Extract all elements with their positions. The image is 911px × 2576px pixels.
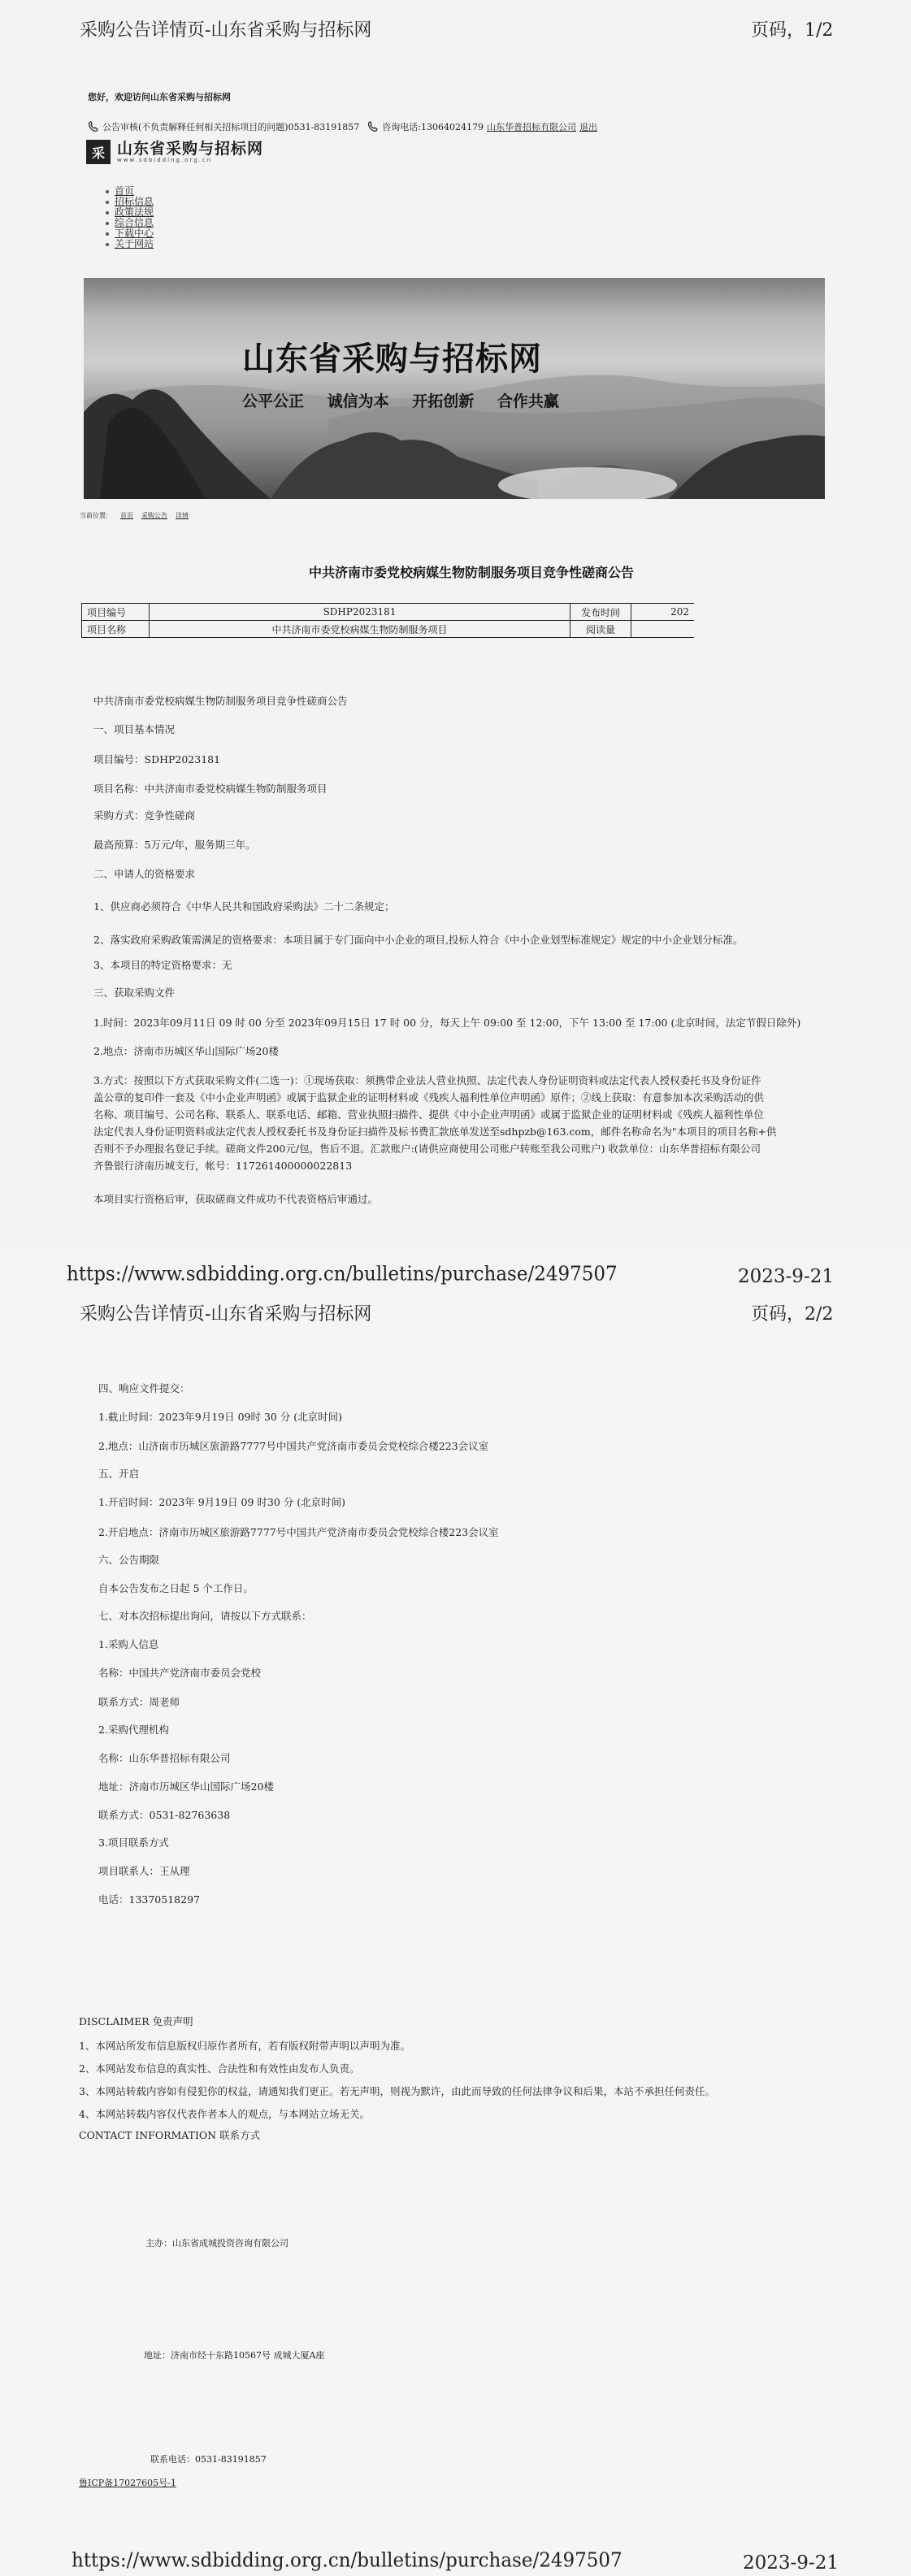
body-line: 名称：中国共产党济南市委员会党校: [98, 1667, 262, 1679]
section-heading: 一、项目基本情况: [93, 723, 176, 735]
print-header-title: 采购公告详情页-山东省采购与招标网: [80, 1304, 372, 1325]
bullet-icon: [106, 190, 109, 193]
slogan: 诚信为本: [327, 392, 389, 410]
print-footer-url: https://www.sdbidding.org.cn/bulletins/purchase/2497507: [67, 1263, 618, 1286]
bullet-icon: [106, 232, 109, 236]
print-header-page-number: 页码，1/2: [751, 20, 834, 41]
nav-item-about[interactable]: [106, 239, 154, 249]
body-line: 本项目实行资格后审，获取磋商文件成功不代表资格后审通过。: [93, 1193, 379, 1205]
project-info-table: [81, 603, 694, 638]
disclaimer-item: 3、本网站转载内容如有侵犯你的权益，请通知我们更正。若无声明，则视为默许，由此而导致的任何法律争议和后果，本站不承担任何责任。: [79, 2085, 715, 2097]
body-line: 2.地点：济南市历城区华山国际广场20楼: [93, 1045, 279, 1057]
bullet-icon: [106, 222, 109, 225]
project-no-value: SDHP2023181: [150, 604, 570, 621]
body-line: 法定代表人身份证明资料或法定代表人授权委托书及身份证扫描件及标书费汇款底单发送至sdhpzb@163.com，邮件名称命名为"本项目的项目名称+供: [93, 1125, 777, 1138]
hero-banner: [84, 278, 825, 499]
print-header-page-number: 页码，2/2: [751, 1304, 834, 1325]
footer-host: 主办：山东省成城投资咨询有限公司: [145, 2238, 288, 2249]
body-line: 2.开启地点：济南市历城区旅游路7777号中国共产党济南市委员会党校综合楼223会议室: [98, 1526, 499, 1538]
body-line: 联系方式：周老师: [98, 1696, 180, 1708]
announcement-title: 中共济南市委党校病媒生物防制服务项目竞争性磋商公告: [309, 565, 635, 580]
section-heading: 三、获取采购文件: [93, 987, 176, 999]
print-footer-url: https://www.sdbidding.org.cn/bulletins/purchase/2497507: [72, 2549, 623, 2572]
body-intro: 中共济南市委党校病媒生物防制服务项目竞争性磋商公告: [93, 695, 348, 707]
breadcrumb: [80, 511, 189, 520]
breadcrumb-purchase[interactable]: 采购公告: [141, 512, 167, 519]
project-name-value: 中共济南市委党校病媒生物防制服务项目: [150, 621, 570, 638]
body-line: 1.采购人信息: [98, 1638, 159, 1650]
disclaimer-title: DISCLAIMER 免责声明: [79, 2015, 193, 2027]
body-line: 否则不予办理报名登记手续。磋商文件200元/包，售后不退。汇款账户:(请供应商使用公司账户转账至我公司账户) 收款单位：山东华普招标有限公司: [93, 1143, 761, 1155]
section-heading: 五、开启: [98, 1468, 140, 1480]
footer-address: 地址：济南市经十东路10567号 成城大厦A座: [144, 2350, 325, 2361]
body-line: 地址：济南市历城区华山国际广场20楼: [98, 1780, 274, 1793]
body-line: 2、落实政府采购政策需满足的资格要求：本项目属于专门面向中小企业的项目,投标人符合《中小企业划型标准规定》规定的中小企业划分标准。: [93, 934, 744, 946]
nav-link[interactable]: 下载中心: [115, 228, 154, 239]
body-line: 采购方式：竞争性磋商: [93, 809, 196, 822]
section-heading: 六、公告期限: [98, 1554, 160, 1566]
print-page-2: [0, 1290, 911, 2576]
footer-phone: 联系电话：0531-83191857: [150, 2454, 267, 2465]
project-name-label: 项目名称: [82, 621, 150, 638]
bullet-icon: [106, 211, 109, 215]
breadcrumb-detail[interactable]: 详情: [176, 512, 189, 519]
contact-bar: [88, 120, 597, 133]
print-page-1: [0, 0, 911, 1287]
print-footer-date: 2023-9-21: [738, 1266, 834, 1287]
print-header-title: 采购公告详情页-山东省采购与招标网: [80, 20, 372, 41]
print-footer-date: 2023-9-21: [743, 2552, 839, 2574]
body-line: 自本公告发布之日起 5 个工作日。: [98, 1582, 254, 1594]
disclaimer-item: 2、本网站发布信息的真实性、合法性和有效性由发布人负责。: [79, 2062, 360, 2075]
icp-link[interactable]: 鲁ICP备17027605号-1: [79, 2478, 176, 2488]
mountain-landscape-image: [84, 278, 825, 499]
body-line: 项目联系人：王从理: [98, 1865, 190, 1877]
review-contact-text: 公告审核(不负责解释任何相关招标项目的问题)0531-83191857: [102, 122, 360, 132]
nav-link[interactable]: 综合信息: [115, 217, 154, 228]
consult-phone-text: 咨询电话:13064024179: [382, 122, 484, 132]
phone-icon: [88, 121, 99, 132]
body-line: 项目编号：SDHP2023181: [93, 753, 221, 765]
section-heading: 二、申请人的资格要求: [93, 868, 196, 880]
nav-link[interactable]: 政策法规: [115, 206, 154, 218]
body-line: 最高预算：5万元/年，服务期三年。: [93, 839, 256, 851]
bullet-icon: [106, 243, 109, 246]
section-heading: 四、响应文件提交：: [98, 1382, 190, 1394]
user-company-link[interactable]: 山东华普招标有限公司: [486, 122, 576, 132]
publish-time-value: 202: [631, 604, 695, 621]
logout-link[interactable]: 退出: [579, 122, 597, 132]
body-line: 1.截止时间：2023年9月19日 09时 30 分 (北京时间): [98, 1411, 343, 1423]
site-logo[interactable]: [86, 140, 263, 164]
nav-link[interactable]: 首页: [115, 185, 135, 197]
logo-url: www.sdbidding.org.cn: [117, 157, 213, 163]
publish-time-label: 发布时间: [570, 604, 631, 621]
body-line: 3.方式：按照以下方式获取采购文件(二选一)：①现场获取：须携带企业法人营业执照、法定代表人身份证明资料或法定代表人授权委托书及身份证件: [93, 1074, 761, 1086]
body-line: 3.项目联系方式: [98, 1837, 169, 1849]
body-line: 项目名称：中共济南市委党校病媒生物防制服务项目: [93, 783, 328, 795]
logo-mark-icon: 采: [86, 140, 111, 164]
body-line: 齐鲁银行济南历城支行，帐号：117261400000022813: [93, 1160, 353, 1172]
body-line: 1.开启时间：2023年 9月19日 09 时30 分 (北京时间): [98, 1496, 346, 1508]
phone-icon: [367, 121, 379, 132]
section-heading: 七、对本次招标提出询问，请按以下方式联系：: [98, 1610, 312, 1622]
body-line: 名称：山东华普招标有限公司: [98, 1752, 231, 1764]
bullet-icon: [106, 201, 109, 204]
body-line: 联系方式：0531-82763638: [98, 1809, 231, 1821]
body-line: 盖公章的复印件一套及《中小企业声明函》或属于监狱企业的证明材料或《残疾人福利性单位声明函》原件；②线上获取：有意参加本次采购活动的供: [93, 1091, 765, 1104]
logo-name: 山东省采购与招标网: [117, 140, 264, 158]
body-line: 1.时间：2023年09月11日 09 时 00 分至 2023年09月15日 17 时 00 分，每天上午 09:00 至 12:00，下午 13:00 至 17:00 (北京时间，法定节假日除外): [93, 1017, 801, 1029]
contact-info-title: CONTACT INFORMATION 联系方式: [79, 2129, 261, 2141]
breadcrumb-label: 当前位置：: [80, 512, 112, 519]
body-line: 1、供应商必须符合《中华人民共和国政府采购法》二十二条规定；: [93, 900, 395, 913]
slogan: 开拓创新: [412, 392, 475, 410]
nav-link[interactable]: 招标信息: [115, 196, 154, 207]
disclaimer-item: 1、本网站所发布信息版权归原作者所有，若有版权附带声明以声明为准。: [79, 2040, 410, 2052]
slogan: 公平公正: [242, 392, 305, 410]
body-line: 2.采购代理机构: [98, 1724, 169, 1736]
views-value: [631, 621, 695, 638]
project-no-label: 项目编号: [82, 604, 150, 621]
body-line: 名称、项目编号、公司名称、联系人、联系电话、邮箱、营业执照扫描件、提供《中小企业声明函》或属于监狱企业的证明材料或《残疾人福利性单位: [93, 1108, 765, 1121]
banner-title: 山东省采购与招标网: [242, 340, 542, 378]
views-label: 阅读量: [570, 621, 631, 638]
body-line: 2.地点：山济南市历城区旅游路7777号中国共产党济南市委员会党校综合楼223会议室: [98, 1440, 489, 1452]
disclaimer-item: 4、本网站转载内容仅代表作者本人的观点，与本网站立场无关。: [79, 2108, 370, 2120]
main-nav: [106, 186, 154, 249]
nav-link[interactable]: 关于网站: [115, 238, 154, 249]
banner-slogans: [242, 389, 559, 411]
welcome-text: 您好，欢迎访问山东省采购与招标网: [88, 92, 231, 102]
body-line: 电话：13370518297: [98, 1893, 200, 1906]
breadcrumb-home[interactable]: 首页: [120, 512, 133, 519]
body-line: 3、本项目的特定资格要求：无: [93, 959, 232, 971]
slogan: 合作共赢: [497, 392, 559, 410]
